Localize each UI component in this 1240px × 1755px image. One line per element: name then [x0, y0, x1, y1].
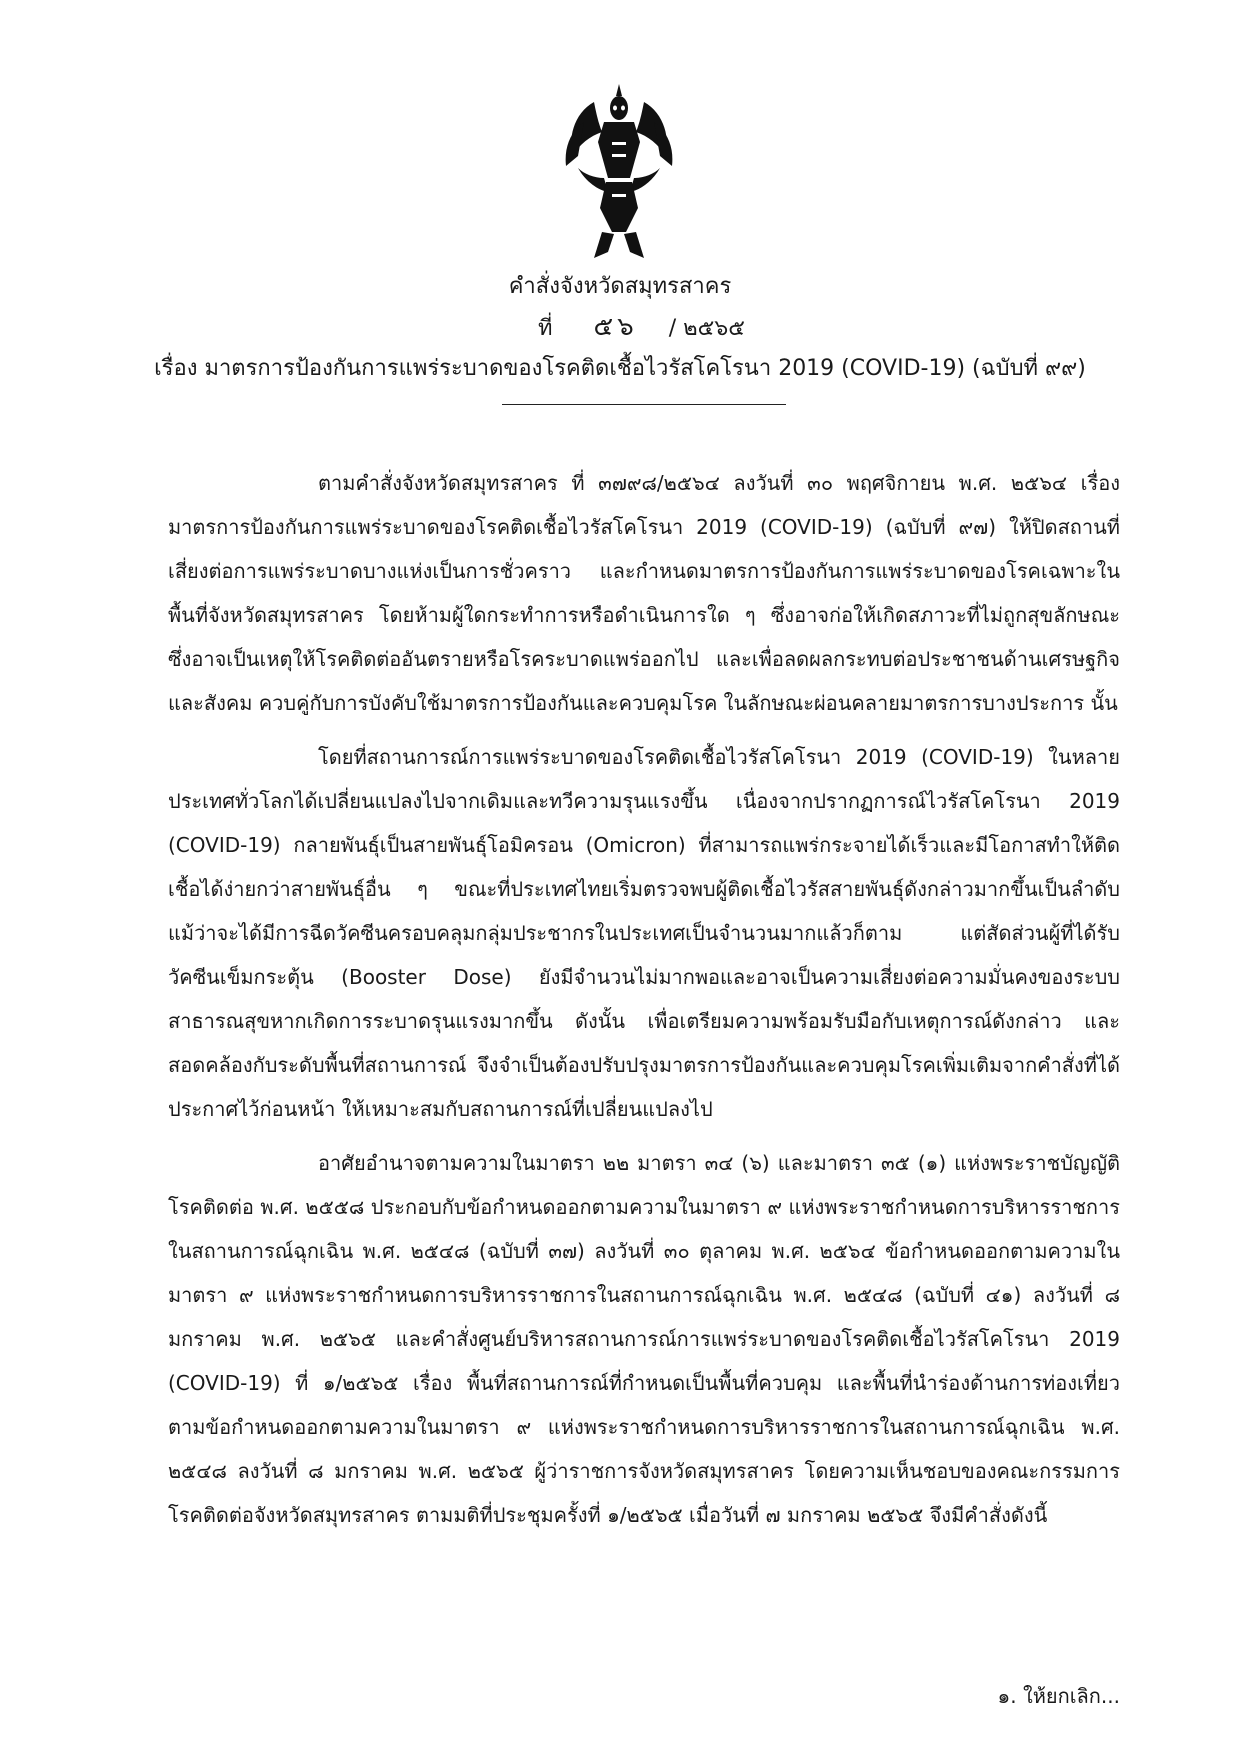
order-number-prefix: ที่ [538, 316, 553, 341]
header-divider [502, 404, 786, 405]
garuda-emblem-icon [564, 82, 674, 262]
continuation-marker: ๑. ให้ยกเลิก... [997, 1684, 1120, 1708]
body-paragraph: โดยที่สถานการณ์การแพร่ระบาดของโรคติดเชื้อไวรัสโคโรนา 2019 (COVID-19) ในหลายประเทศทั่วโลกได้เปลี่ยนแปลงไปจากเดิมและทวีความรุนแรงขึ้น เนื่องจากปรากฏการณ์ไวรัสโคโรนา 2019 (COVID-19) กลายพันธุ์เป็นสายพันธุ์โอมิครอน (Omicron) ที่สามารถแพร่กระจายได้เร็วและมีโอกาสทำให้ติดเชื้อได้ง่ายกว่าสายพันธุ์อื่น ๆ ขณะที่ประเทศไทยเริ่มตรวจพบผู้ติดเชื้อไวรัสสายพันธุ์ดังกล่าวมากขึ้นเป็นลำดับ แม้ว่าจะได้มีการฉีดวัคซีนครอบคลุมกลุ่มประชากรในประเทศเป็นจำนวนมากแล้วก็ตาม แต่สัดส่วนผู้ที่ได้รับวัคซีนเข็มกระตุ้น (Booster Dose) ยังมีจำนวนไม่มากพอและอาจเป็นความเสี่ยงต่อความมั่นคงของระบบสาธารณสุขหากเกิดการระบาดรุนแรงมากขึ้น ดังนั้น เพื่อเตรียมความพร้อมรับมือกับเหตุการณ์ดังกล่าว และสอดคล้องกับระดับพื้นที่สถานการณ์ จึงจำเป็นต้องปรับปรุงมาตรการป้องกันและควบคุมโรคเพิ่มเติมจากคำสั่งที่ได้ประกาศไว้ก่อนหน้า ให้เหมาะสมกับสถานการณ์ที่เปลี่ยนแปลงไป [168, 745, 1120, 1121]
body-paragraph: อาศัยอำนาจตามความในมาตรา ๒๒ มาตรา ๓๔ (๖) และมาตรา ๓๕ (๑) แห่งพระราชบัญญัติโรคติดต่อ พ.ศ. ๒๕๕๘ ประกอบกับข้อกำหนดออกตามความในมาตรา ๙ แห่งพระราชกำหนดการบริหารราชการในสถานการณ์ฉุกเฉิน พ.ศ. ๒๕๔๘ (ฉบับที่ ๓๗) ลงวันที่ ๓๐ ตุลาคม พ.ศ. ๒๕๖๔ ข้อกำหนดออกตามความในมาตรา ๙ แห่งพระราชกำหนดการบริหารราชการในสถานการณ์ฉุกเฉิน พ.ศ. ๒๕๔๘ (ฉบับที่ ๔๑) ลงวันที่ ๘ มกราคม พ.ศ. ๒๕๖๕ และคำสั่งศูนย์บริหารสถานการณ์การแพร่ระบาดของโรคติดเชื้อไวรัสโคโรนา 2019 (COVID-19) ที่ ๑/๒๕๖๕ เรื่อง พื้นที่สถานการณ์ที่กำหนดเป็นพื้นที่ควบคุม และพื้นที่นำร่องด้านการท่องเที่ยว ตามข้อกำหนดออกตามความในมาตรา ๙ แห่งพระราชกำหนดการบริหารราชการในสถานการณ์ฉุกเฉิน พ.ศ. ๒๕๔๘ ลงวันที่ ๘ มกราคม พ.ศ. ๒๕๖๕ ผู้ว่าราชการจังหวัดสมุทรสาคร โดยความเห็นชอบของคณะกรรมการโรคติดต่อจังหวัดสมุทรสาคร ตามมติที่ประชุมครั้งที่ ๑/๒๕๖๕ เมื่อวันที่ ๗ มกราคม ๒๕๖๕ จึงมีคำสั่งดังนี้ [168, 1151, 1120, 1527]
order-title: คำสั่งจังหวัดสมุทรสาคร [508, 274, 732, 299]
order-number [538, 312, 758, 344]
order-number-handwritten: ๕๖ [593, 312, 638, 342]
body-paragraph: ตามคำสั่งจังหวัดสมุทรสาคร ที่ ๓๗๙๘/๒๕๖๔ ลงวันที่ ๓๐ พฤศจิกายน พ.ศ. ๒๕๖๔ เรื่อง มาตรการป้องกันการแพร่ระบาดของโรคติดเชื้อไวรัสโคโรนา 2019 (COVID-19) (ฉบับที่ ๙๗) ให้ปิดสถานที่เสี่ยงต่อการแพร่ระบาดบางแห่งเป็นการชั่วคราว และกำหนดมาตรการป้องกันการแพร่ระบาดของโรคเฉพาะในพื้นที่จังหวัดสมุทรสาคร โดยห้ามผู้ใดกระทำการหรือดำเนินการใด ๆ ซึ่งอาจก่อให้เกิดสภาวะที่ไม่ถูกสุขลักษณะ ซึ่งอาจเป็นเหตุให้โรคติดต่ออันตรายหรือโรคระบาดแพร่ออกไป และเพื่อลดผลกระทบต่อประชาชนด้านเศรษฐกิจและสังคม ควบคู่กับการบังคับใช้มาตรการป้องกันและควบคุมโรค ในลักษณะผ่อนคลายมาตรการบางประการ นั้น [168, 471, 1120, 715]
order-subject: เรื่อง มาตรการป้องกันการแพร่ระบาดของโรคติดเชื้อไวรัสโคโรนา 2019 (COVID-19) (ฉบับที่ ๙๙) [154, 356, 1086, 381]
order-number-year: / ๒๕๖๕ [668, 316, 745, 341]
document-body [168, 461, 1120, 1547]
